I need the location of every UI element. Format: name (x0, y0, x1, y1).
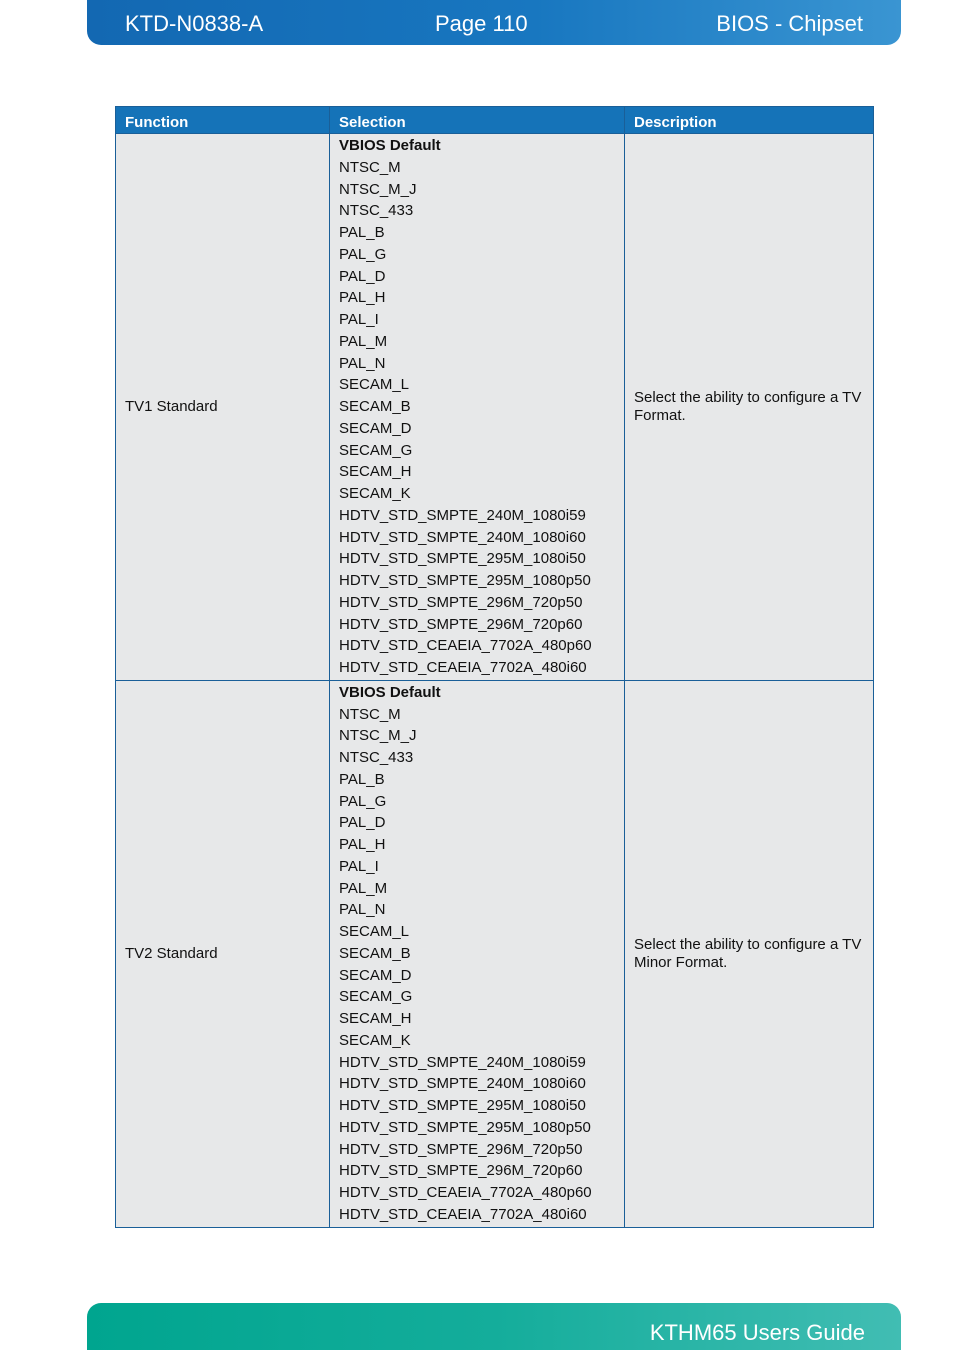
option-list (339, 135, 615, 679)
column-header-description: Description (625, 107, 874, 134)
selection-option: HDTV_STD_SMPTE_295M_1080p50 (339, 572, 591, 589)
selection-option: PAL_G (339, 792, 387, 810)
selection-option: SECAM_G (339, 988, 413, 1006)
selection-option: PAL_N (339, 901, 386, 919)
selection-option: PAL_D (339, 267, 386, 285)
selection-option: NTSC_M (339, 705, 401, 723)
selection-option: SECAM_G (339, 441, 413, 459)
page-footer (87, 1303, 901, 1350)
table-row (116, 134, 874, 681)
selection-option: HDTV_STD_CEAEIA_7702A_480p60 (339, 1184, 592, 1201)
selection-option: HDTV_STD_CEAEIA_7702A_480p60 (339, 637, 592, 655)
selection-option: PAL_M (339, 332, 388, 350)
selection-option: HDTV_STD_SMPTE_295M_1080i50 (339, 1097, 586, 1114)
selection-option: SECAM_L (339, 376, 410, 394)
selection-option: SECAM_D (339, 966, 412, 984)
description-text: Select the ability to configure a TV Minor Format. (634, 935, 862, 971)
selection-option: PAL_I (339, 857, 379, 875)
selection-cell (330, 134, 625, 681)
selection-option: PAL_N (339, 354, 386, 372)
selection-option: NTSC_M_J (339, 180, 417, 198)
selection-option: HDTV_STD_SMPTE_296M_720p60 (339, 615, 583, 633)
selection-option: PAL_B (339, 770, 385, 788)
selection-option: SECAM_B (339, 944, 411, 962)
default-option: VBIOS Default (339, 683, 441, 701)
page-header (87, 0, 901, 45)
selection-option: HDTV_STD_SMPTE_240M_1080i59 (339, 506, 586, 524)
selection-option: HDTV_STD_SMPTE_295M_1080i50 (339, 550, 586, 568)
selection-option: SECAM_B (339, 398, 411, 415)
selection-option: HDTV_STD_SMPTE_240M_1080i59 (339, 1053, 586, 1071)
document-id: KTD-N0838-A (125, 11, 264, 36)
description-cell (625, 680, 874, 1227)
selection-option: HDTV_STD_SMPTE_240M_1080i60 (339, 1075, 586, 1093)
table-row (116, 680, 874, 1227)
selection-option: HDTV_STD_CEAEIA_7702A_480i60 (339, 659, 587, 676)
selection-option: PAL_H (339, 836, 386, 853)
column-header-function: Function (116, 107, 330, 134)
selection-option: PAL_M (339, 879, 388, 897)
column-header-selection: Selection (330, 107, 625, 134)
selection-option: SECAM_K (339, 485, 411, 502)
bios-settings-table (115, 106, 874, 1228)
default-option: VBIOS Default (339, 137, 441, 154)
selection-option: HDTV_STD_CEAEIA_7702A_480i60 (339, 1205, 587, 1223)
page-number: Page 110 (435, 11, 528, 36)
function-cell: TV2 Standard (116, 680, 330, 1227)
selection-cell (330, 680, 625, 1227)
selection-option: SECAM_L (339, 923, 410, 940)
selection-option: NTSC_M_J (339, 727, 417, 745)
selection-option: PAL_I (339, 311, 379, 328)
description-text: Select the ability to configure a TV Format. (634, 388, 862, 424)
selection-option: SECAM_D (339, 419, 412, 437)
selection-option: SECAM_H (339, 463, 412, 481)
selection-option: SECAM_H (339, 1010, 412, 1027)
selection-option: HDTV_STD_SMPTE_296M_720p50 (339, 1140, 583, 1158)
selection-option: HDTV_STD_SMPTE_295M_1080p50 (339, 1118, 591, 1136)
description-cell (625, 134, 874, 681)
selection-option: PAL_H (339, 289, 386, 307)
section-title: BIOS - Chipset (716, 11, 863, 36)
selection-option: SECAM_K (339, 1031, 411, 1049)
option-list (339, 682, 615, 1226)
table-header-row (116, 107, 874, 134)
selection-option: HDTV_STD_SMPTE_296M_720p50 (339, 593, 583, 611)
selection-option: NTSC_433 (339, 202, 414, 220)
selection-option: HDTV_STD_SMPTE_296M_720p60 (339, 1162, 583, 1180)
selection-option: PAL_G (339, 245, 387, 263)
selection-option: PAL_B (339, 224, 385, 241)
selection-option: HDTV_STD_SMPTE_240M_1080i60 (339, 528, 586, 546)
selection-option: NTSC_433 (339, 749, 414, 766)
selection-option: PAL_D (339, 814, 386, 832)
selection-option: NTSC_M (339, 158, 401, 176)
function-cell: TV1 Standard (116, 134, 330, 681)
guide-title: KTHM65 Users Guide (649, 1320, 865, 1345)
